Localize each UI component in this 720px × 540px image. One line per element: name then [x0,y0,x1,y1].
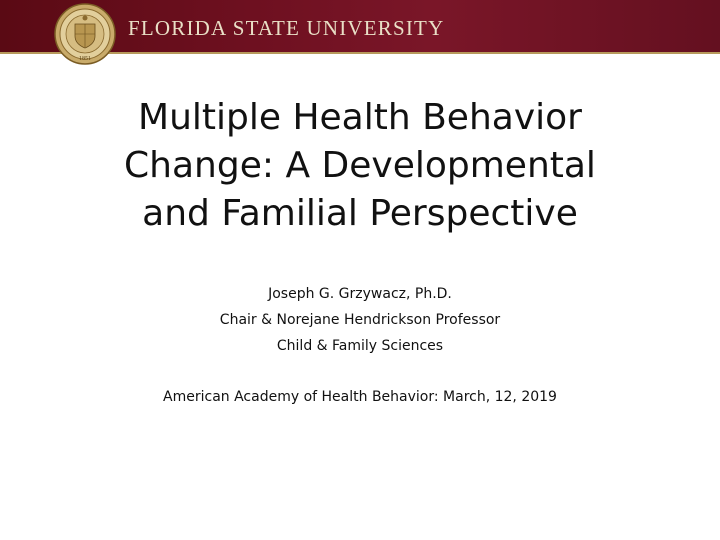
slide-subtitle [40,281,680,410]
presenter-position: Chair & Norejane Hendrickson Professor [219,312,501,328]
subtitle-spacer [40,359,680,384]
university-name: FLORIDA STATE UNIVERSITY [128,16,445,40]
slide-title [40,94,680,238]
title-line: Change: A Developmental [124,145,596,186]
presenter-department: Child & Family Sciences [276,338,444,354]
presenter-name: Joseph G. Grzywacz, Ph.D. [268,286,452,302]
title-line: Multiple Health Behavior [138,97,582,138]
event-info: American Academy of Health Behavior: March, 12, 2019 [163,389,557,405]
seal-year: 1851 [79,56,91,62]
title-line: and Familial Perspective [142,193,578,234]
university-seal-icon [50,2,120,66]
